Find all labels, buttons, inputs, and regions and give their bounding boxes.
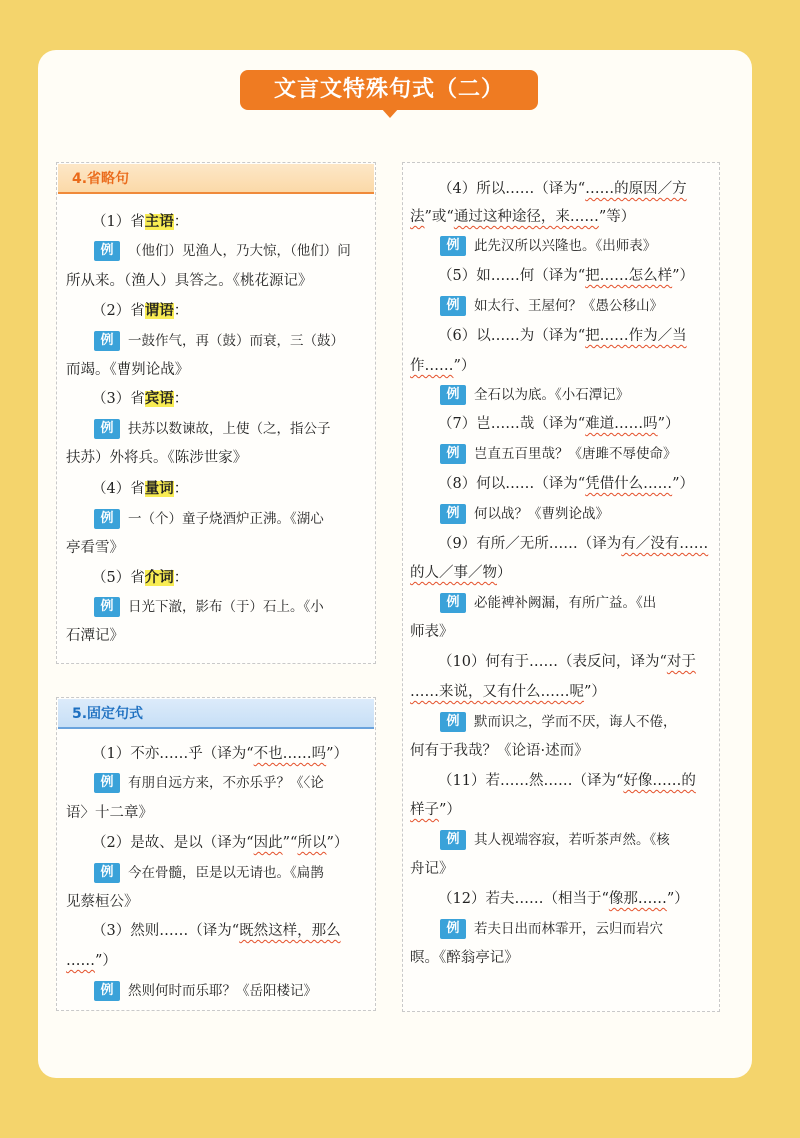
line-text: 见蔡桓公》 — [66, 894, 139, 910]
example-text: 一鼓作气，再（鼓）而衰，三（鼓） — [128, 333, 344, 349]
example-line — [440, 503, 609, 525]
line-text: 暝。《醉翁亭记》 — [410, 950, 519, 966]
example-line — [94, 772, 324, 794]
example-text: 岂直五百里哉？《唐雎不辱使命》 — [474, 446, 677, 462]
example-text: 何以战？《曹刿论战》 — [474, 506, 609, 522]
example-line — [94, 240, 351, 262]
text-line — [410, 621, 454, 643]
translation-wavy: 不也……吗 — [253, 746, 327, 762]
line-text: ： — [173, 481, 189, 497]
highlight-term: 主语 — [144, 214, 174, 230]
example-text: 默而识之，学而不厌，诲人不倦， — [474, 714, 677, 730]
line-text: 舟记》 — [410, 861, 454, 877]
text-line — [66, 270, 313, 292]
example-badge: 例 — [440, 296, 466, 316]
line-text: 所从来。（渔人）具答之。《桃花源记》 — [66, 273, 313, 289]
text-line — [410, 206, 635, 228]
text-line — [410, 562, 512, 584]
line-text: （9）有所／无所……（译为 — [438, 536, 622, 552]
line-text: 石潭记》 — [66, 628, 124, 644]
text-line — [438, 651, 696, 673]
text-line — [92, 743, 348, 765]
example-badge: 例 — [440, 236, 466, 256]
line-text: （4）所以……（译为“ — [438, 181, 586, 197]
text-line — [92, 300, 188, 322]
line-text: （5）省 — [92, 570, 145, 586]
example-line — [440, 384, 629, 406]
translation-wavy: 对于 — [666, 654, 696, 670]
line-text: 而竭。《曹刿论战》 — [66, 362, 190, 378]
line-text: ”等） — [598, 209, 636, 225]
line-text: 师表》 — [410, 624, 454, 640]
example-badge: 例 — [94, 597, 120, 617]
text-line — [438, 325, 687, 347]
line-text: （3）省 — [92, 391, 145, 407]
text-line — [92, 388, 188, 410]
example-line — [94, 596, 324, 618]
text-line — [438, 770, 696, 792]
text-line — [410, 799, 461, 821]
line-text: ”） — [326, 835, 349, 851]
translation-wavy: 作…… — [410, 358, 454, 374]
example-line — [94, 980, 317, 1002]
text-line — [92, 478, 188, 500]
text-line — [438, 413, 680, 435]
translation-wavy: 有／没有…… — [621, 536, 709, 552]
example-text: 全石以为底。《小石潭记》 — [474, 387, 630, 403]
text-line — [410, 858, 454, 880]
example-badge: 例 — [94, 419, 120, 439]
text-line — [66, 891, 139, 913]
line-text: （1）不亦……乎（译为“ — [92, 746, 254, 762]
example-badge: 例 — [440, 504, 466, 524]
line-text: ”或“ — [424, 209, 454, 225]
text-line — [410, 740, 589, 762]
example-text: 其人视端容寂，若听茶声然。《核 — [474, 832, 670, 848]
line-text: （3）然则……（译为“ — [92, 923, 240, 939]
translation-wavy: 把……怎么样 — [585, 268, 673, 284]
translation-wavy: 因此 — [253, 835, 283, 851]
text-line — [92, 832, 348, 854]
text-line — [438, 265, 694, 287]
text-line — [92, 211, 188, 233]
line-text: ”） — [657, 416, 680, 432]
example-text: 然则何时而乐耶？《岳阳楼记》 — [128, 983, 317, 999]
example-line — [440, 711, 677, 733]
translation-wavy: 像那…… — [608, 891, 667, 907]
line-text: ”） — [584, 684, 606, 700]
line-text: ： — [173, 214, 189, 230]
example-text: 如太行、王屋何？《愚公移山》 — [474, 298, 663, 314]
line-text: （6）以……为（译为“ — [438, 328, 586, 344]
line-text: （11）若……然……（译为“ — [438, 773, 624, 789]
line-text: 亭看雪》 — [66, 540, 124, 556]
example-line — [94, 418, 331, 440]
example-badge: 例 — [440, 712, 466, 732]
translation-wavy: ……的原因／方 — [585, 181, 687, 197]
highlight-term: 量词 — [144, 481, 174, 497]
page-title: 文言文特殊句式（二） — [240, 70, 538, 110]
example-line — [440, 295, 663, 317]
line-text: ”） — [672, 476, 695, 492]
example-badge: 例 — [440, 593, 466, 613]
right-column-box — [402, 162, 720, 1012]
line-text: ： — [173, 391, 189, 407]
example-line — [440, 592, 656, 614]
example-text: 若夫日出而林霏开，云归而岩穴 — [474, 921, 663, 937]
example-badge: 例 — [94, 331, 120, 351]
translation-wavy: 通过这种途径，来…… — [453, 209, 599, 225]
line-text: ： — [173, 570, 189, 586]
example-badge: 例 — [94, 509, 120, 529]
example-text: 此先汉所以兴隆也。《出师表》 — [474, 238, 657, 254]
example-text: 有朋自远方来，不亦乐乎？《〈论 — [128, 775, 324, 791]
translation-wavy: 难道……吗 — [585, 416, 658, 432]
example-text: 扶苏以数谏故，上使（之，指公子 — [128, 421, 331, 437]
highlight-term: 宾语 — [144, 391, 174, 407]
text-line — [66, 537, 124, 559]
translation-wavy: 好像……的 — [623, 773, 696, 789]
example-line — [94, 508, 324, 530]
example-text: 一（个）童子烧酒炉正沸。《湖心 — [128, 511, 324, 527]
text-line — [438, 888, 689, 910]
example-text: 今在骨髓，臣是以无请也。《扁鹊 — [128, 865, 324, 881]
example-line — [440, 918, 663, 940]
line-text: ： — [173, 303, 189, 319]
line-text: ”） — [439, 802, 461, 818]
line-text: （12）若夫……（相当于“ — [438, 891, 609, 907]
text-line — [438, 533, 708, 555]
text-line — [410, 355, 475, 377]
example-line — [440, 443, 677, 465]
highlight-term: 谓语 — [144, 303, 174, 319]
example-badge: 例 — [440, 830, 466, 850]
line-text: ”） — [453, 358, 476, 374]
example-badge: 例 — [94, 773, 120, 793]
title-pointer — [381, 108, 399, 118]
example-text: 必能裨补阙漏，有所广益。《出 — [474, 595, 657, 611]
text-line — [66, 359, 189, 381]
example-line — [440, 235, 656, 257]
translation-wavy: 所以 — [297, 835, 327, 851]
line-text: （4）省 — [92, 481, 145, 497]
example-line — [440, 829, 670, 851]
text-line — [438, 473, 694, 495]
section-4-heading: 4.省略句 — [58, 164, 374, 194]
line-text: 何有于我哉？《论语·述而》 — [410, 743, 589, 759]
line-text: ”） — [672, 268, 695, 284]
translation-wavy: 样子 — [410, 802, 439, 818]
line-text: ”） — [666, 891, 689, 907]
example-line — [94, 862, 324, 884]
line-text: 语〉十二章》 — [66, 805, 153, 821]
line-text: 扶苏）外将兵。《陈涉世家》 — [66, 450, 248, 466]
example-badge: 例 — [94, 981, 120, 1001]
text-line — [410, 681, 606, 703]
example-badge: 例 — [440, 444, 466, 464]
highlight-term: 介词 — [144, 570, 174, 586]
text-line — [66, 447, 247, 469]
example-text: （他们）见渔人，乃大惊，（他们）问 — [128, 243, 351, 259]
text-line — [66, 625, 124, 647]
translation-wavy: 把……作为／当 — [585, 328, 687, 344]
example-line — [94, 330, 344, 352]
text-line — [438, 178, 687, 200]
translation-wavy: 的人／事／物 — [410, 565, 497, 581]
text-line — [66, 950, 117, 972]
example-badge: 例 — [440, 385, 466, 405]
text-line — [410, 947, 519, 969]
text-line — [92, 567, 188, 589]
translation-wavy: 法 — [410, 209, 425, 225]
section-5-heading: 5.固定句式 — [58, 699, 374, 729]
example-text: 日光下澈，影布（于）石上。《小 — [128, 599, 324, 615]
line-text: （8）何以……（译为“ — [438, 476, 586, 492]
line-text: ”） — [326, 746, 349, 762]
example-badge: 例 — [94, 863, 120, 883]
line-text: （10）何有于……（表反问，译为“ — [438, 654, 667, 670]
translation-wavy: 凭借什么…… — [585, 476, 673, 492]
line-text: ”） — [95, 953, 117, 969]
line-text: （5）如……何（译为“ — [438, 268, 586, 284]
translation-wavy: …… — [66, 953, 95, 969]
text-line — [92, 920, 341, 942]
translation-wavy: 既然这样，那么 — [239, 923, 341, 939]
line-text: （7）岂……哉（译为“ — [438, 416, 586, 432]
translation-wavy: ……来说，又有什么……呢 — [410, 684, 584, 700]
line-text: （1）省 — [92, 214, 145, 230]
example-badge: 例 — [440, 919, 466, 939]
line-text: （2）是故、是以（译为“ — [92, 835, 254, 851]
line-text: ） — [497, 565, 512, 581]
example-badge: 例 — [94, 241, 120, 261]
line-text: （2）省 — [92, 303, 145, 319]
text-line — [66, 802, 153, 824]
line-text: ”“ — [282, 835, 298, 851]
